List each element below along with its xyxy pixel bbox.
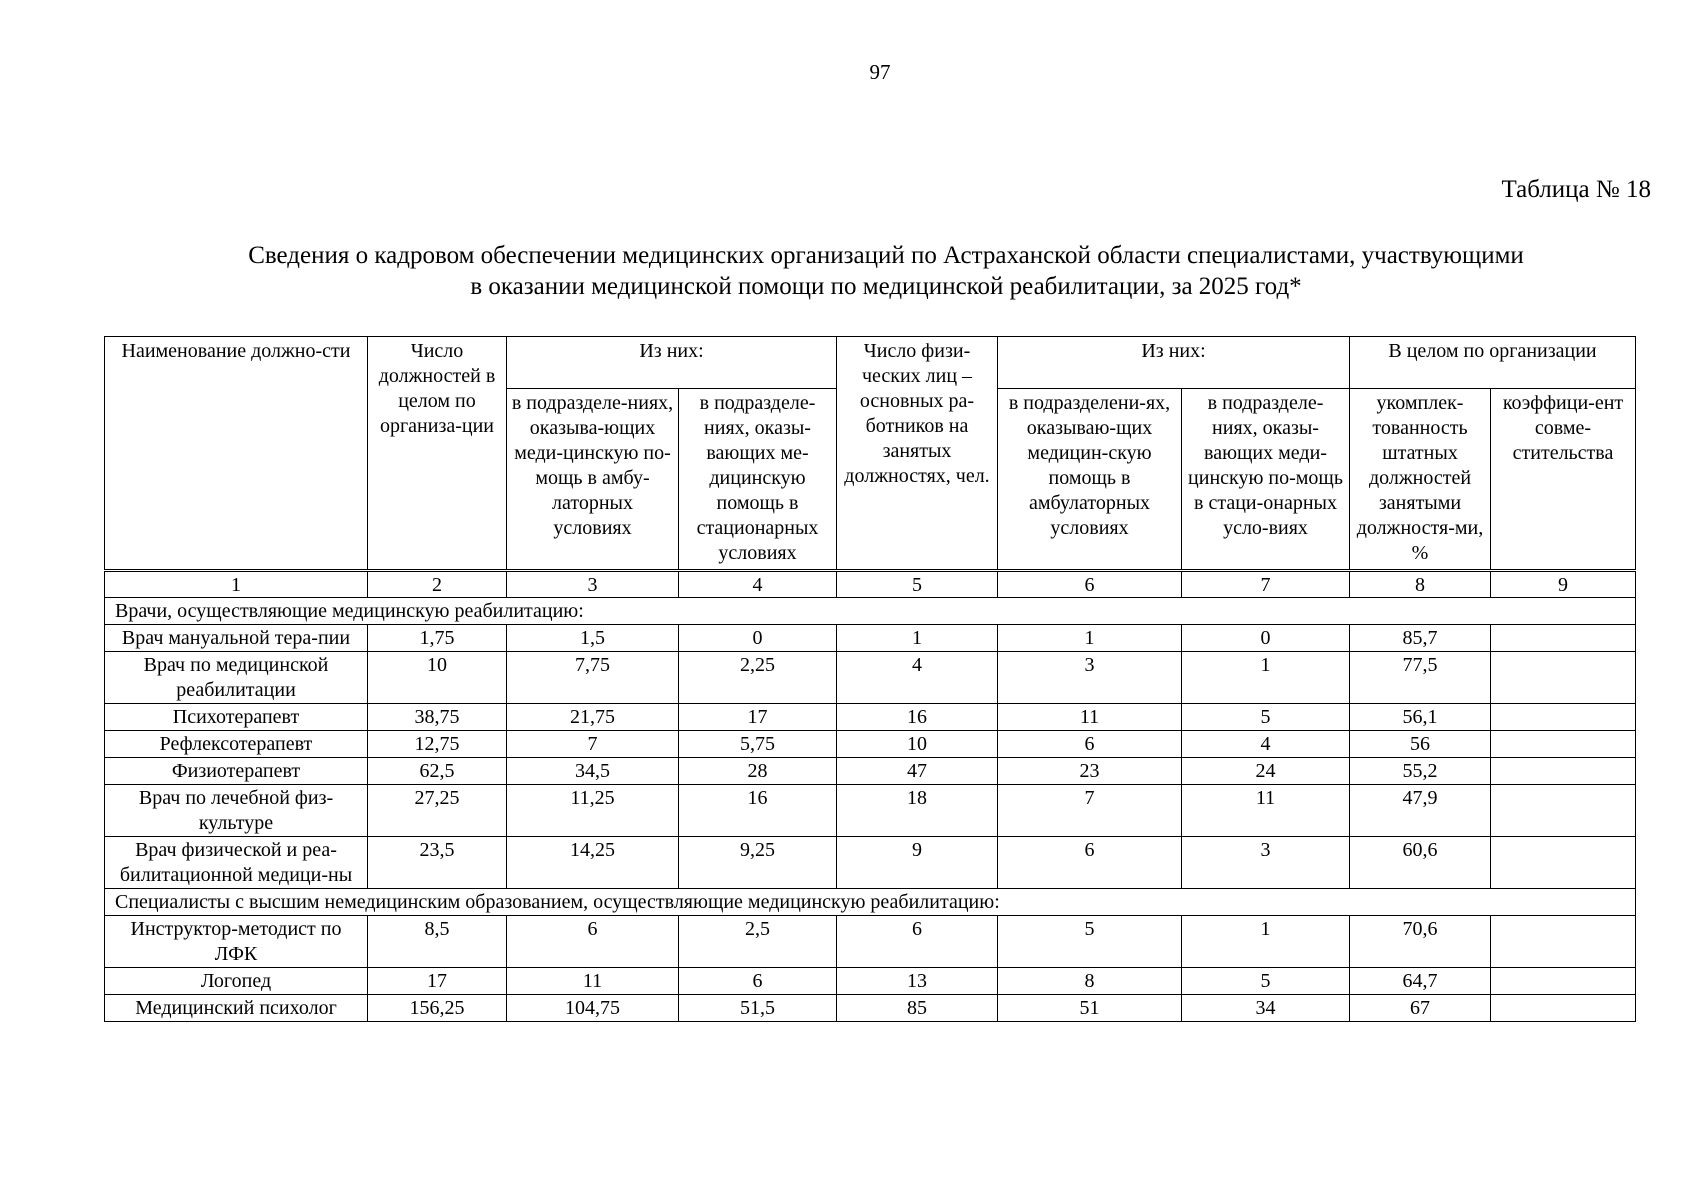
cell: 8 xyxy=(998,968,1182,995)
table-row xyxy=(105,995,1636,1022)
cell: 1 xyxy=(1182,916,1350,968)
header-of-them-1: Из них: xyxy=(507,337,837,389)
cell: 10 xyxy=(837,731,998,758)
column-number: 2 xyxy=(368,571,507,598)
table-row xyxy=(105,625,1636,652)
table-row xyxy=(105,758,1636,785)
cell: 51 xyxy=(998,995,1182,1022)
cell: 104,75 xyxy=(507,995,679,1022)
cell: 67 xyxy=(1350,995,1491,1022)
cell: 7 xyxy=(507,731,679,758)
cell xyxy=(1491,837,1636,889)
row-name: Врач мануальной тера-пии xyxy=(105,625,368,652)
cell: 11 xyxy=(998,704,1182,731)
column-number: 9 xyxy=(1491,571,1636,598)
cell: 5 xyxy=(1182,704,1350,731)
table-row xyxy=(105,968,1636,995)
row-name: Врач по лечебной физ-культуре xyxy=(105,785,368,837)
column-number: 7 xyxy=(1182,571,1350,598)
cell: 85,7 xyxy=(1350,625,1491,652)
header-persons: Число физи-ческих лиц – основных ра-ботников на занятых должностях, чел. xyxy=(837,337,998,571)
cell: 9 xyxy=(837,837,998,889)
cell: 56,1 xyxy=(1350,704,1491,731)
cell: 6 xyxy=(507,916,679,968)
cell: 16 xyxy=(679,785,837,837)
cell: 11,25 xyxy=(507,785,679,837)
row-name: Врач физической и реа-билитационной медици-ны xyxy=(105,837,368,889)
header-staffing-percent: укомплек-тованность штатных должностей занятыми должностя-ми, % xyxy=(1350,389,1491,571)
cell: 6 xyxy=(998,837,1182,889)
cell: 3 xyxy=(998,652,1182,704)
cell: 7,75 xyxy=(507,652,679,704)
cell: 5 xyxy=(998,916,1182,968)
cell: 0 xyxy=(1182,625,1350,652)
cell: 23 xyxy=(998,758,1182,785)
cell: 47 xyxy=(837,758,998,785)
row-name: Психотерапевт xyxy=(105,704,368,731)
cell: 7 xyxy=(998,785,1182,837)
cell: 1,5 xyxy=(507,625,679,652)
cell: 24 xyxy=(1182,758,1350,785)
cell xyxy=(1491,968,1636,995)
cell: 56 xyxy=(1350,731,1491,758)
cell: 6 xyxy=(679,968,837,995)
column-number: 1 xyxy=(105,571,368,598)
cell xyxy=(1491,916,1636,968)
table-label: Таблица № 18 xyxy=(1501,176,1651,203)
cell: 0 xyxy=(679,625,837,652)
cell: 55,2 xyxy=(1350,758,1491,785)
cell: 34,5 xyxy=(507,758,679,785)
cell: 21,75 xyxy=(507,704,679,731)
section-row xyxy=(105,889,1636,916)
cell xyxy=(1491,731,1636,758)
column-numbers-row xyxy=(105,571,1636,598)
cell: 38,75 xyxy=(368,704,507,731)
cell xyxy=(1491,652,1636,704)
header-outpatient-persons: в подразделени-ях, оказываю-щих медицин-скую помощь в амбулаторных условиях xyxy=(998,389,1182,571)
cell: 51,5 xyxy=(679,995,837,1022)
section-doctors: Врачи, осуществляющие медицинскую реабилитацию: xyxy=(105,598,1636,625)
title-line-1: Сведения о кадровом обеспечении медицинских организаций по Астраханской области специалистами, участвующими xyxy=(248,242,1524,269)
row-name: Физиотерапевт xyxy=(105,758,368,785)
cell: 1 xyxy=(837,625,998,652)
cell: 28 xyxy=(679,758,837,785)
cell: 16 xyxy=(837,704,998,731)
column-number: 8 xyxy=(1350,571,1491,598)
cell: 47,9 xyxy=(1350,785,1491,837)
cell: 9,25 xyxy=(679,837,837,889)
cell: 23,5 xyxy=(368,837,507,889)
cell xyxy=(1491,785,1636,837)
cell: 6 xyxy=(998,731,1182,758)
cell: 60,6 xyxy=(1350,837,1491,889)
column-number: 5 xyxy=(837,571,998,598)
table-row xyxy=(105,837,1636,889)
cell: 13 xyxy=(837,968,998,995)
table-row xyxy=(105,785,1636,837)
column-number: 3 xyxy=(507,571,679,598)
cell: 34 xyxy=(1182,995,1350,1022)
cell: 11 xyxy=(1182,785,1350,837)
row-name: Медицинский психолог xyxy=(105,995,368,1022)
header-outpatient-positions: в подразделе-ниях, оказыва-ющих меди-цинскую по-мощь в амбу-латорных условиях xyxy=(507,389,679,571)
column-number: 6 xyxy=(998,571,1182,598)
cell: 17 xyxy=(679,704,837,731)
header-combination-coef: коэффици-ент совме-стительства xyxy=(1491,389,1636,571)
cell: 18 xyxy=(837,785,998,837)
row-name: Рефлексотерапевт xyxy=(105,731,368,758)
cell: 4 xyxy=(837,652,998,704)
cell: 14,25 xyxy=(507,837,679,889)
cell: 12,75 xyxy=(368,731,507,758)
row-name: Врач по медицинской реабилитации xyxy=(105,652,368,704)
cell: 27,25 xyxy=(368,785,507,837)
cell xyxy=(1491,625,1636,652)
header-position: Наименование должно-сти xyxy=(105,337,368,571)
table-row xyxy=(105,652,1636,704)
header-organization-total: В целом по организации xyxy=(1350,337,1636,389)
page-number: 97 xyxy=(869,60,891,84)
cell: 3 xyxy=(1182,837,1350,889)
cell: 11 xyxy=(507,968,679,995)
cell: 10 xyxy=(368,652,507,704)
cell: 2,5 xyxy=(679,916,837,968)
header-inpatient-persons: в подразделе-ниях, оказы-вающих меди-цинскую по-мощь в стаци-онарных усло-виях xyxy=(1182,389,1350,571)
row-name: Логопед xyxy=(105,968,368,995)
row-name: Инструктор-методист по ЛФК xyxy=(105,916,368,968)
cell: 64,7 xyxy=(1350,968,1491,995)
cell: 77,5 xyxy=(1350,652,1491,704)
cell xyxy=(1491,704,1636,731)
staffing-table xyxy=(104,336,1636,1022)
header-positions-total: Число должностей в целом по организа-ции xyxy=(368,337,507,571)
cell: 6 xyxy=(837,916,998,968)
cell xyxy=(1491,995,1636,1022)
cell: 1 xyxy=(998,625,1182,652)
cell xyxy=(1491,758,1636,785)
header-inpatient-positions: в подразделе-ниях, оказы-вающих ме-дицинскую помощь в стационарных условиях xyxy=(679,389,837,571)
section-non-medical: Специалисты с высшим немедицинским образованием, осуществляющие медицинскую реабилитацию: xyxy=(105,889,1636,916)
cell: 4 xyxy=(1182,731,1350,758)
table-title xyxy=(100,240,1672,302)
title-line-2: в оказании медицинской помощи по медицинской реабилитации, за 2025 год* xyxy=(470,273,1302,300)
cell: 85 xyxy=(837,995,998,1022)
section-row xyxy=(105,598,1636,625)
cell: 1,75 xyxy=(368,625,507,652)
table-row xyxy=(105,704,1636,731)
cell: 2,25 xyxy=(679,652,837,704)
cell: 5 xyxy=(1182,968,1350,995)
header-of-them-2: Из них: xyxy=(998,337,1350,389)
table-row xyxy=(105,731,1636,758)
cell: 8,5 xyxy=(368,916,507,968)
cell: 17 xyxy=(368,968,507,995)
cell: 1 xyxy=(1182,652,1350,704)
cell: 70,6 xyxy=(1350,916,1491,968)
table-row xyxy=(105,916,1636,968)
cell: 62,5 xyxy=(368,758,507,785)
column-number: 4 xyxy=(679,571,837,598)
cell: 156,25 xyxy=(368,995,507,1022)
cell: 5,75 xyxy=(679,731,837,758)
